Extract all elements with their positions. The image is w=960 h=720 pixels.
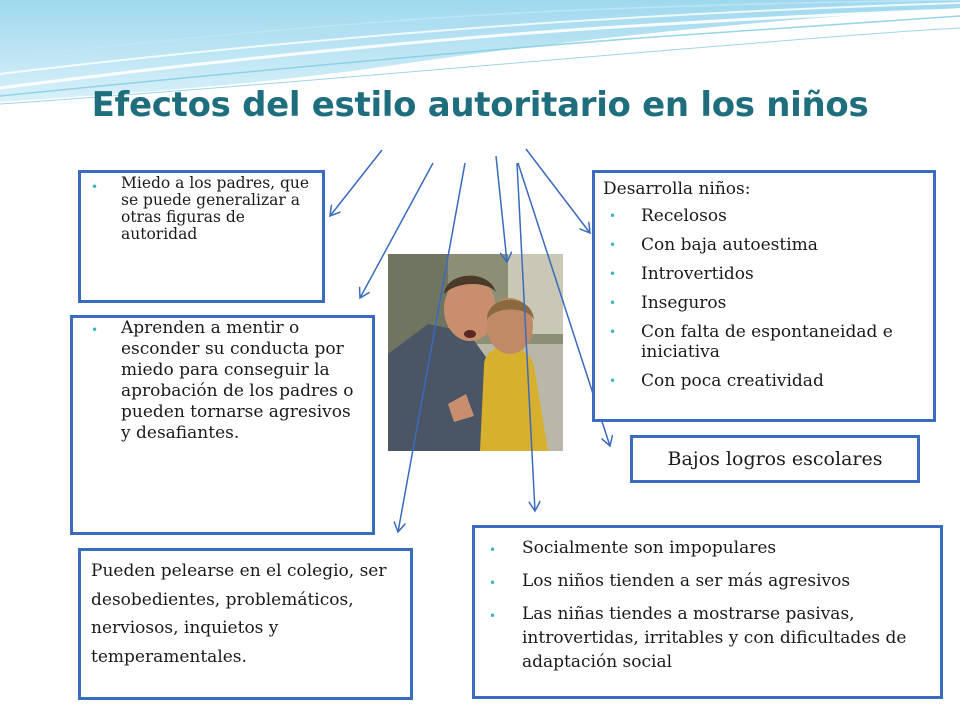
child-traits-box — [592, 170, 936, 422]
fear-item: • Miedo a los padres, que se puede generalizar a otras figuras de autoridad — [81, 173, 322, 243]
arrow-to-social-box — [517, 163, 535, 511]
low-achievement-box — [630, 435, 920, 483]
lying-list — [73, 318, 372, 444]
list-item: • Inseguros — [603, 293, 925, 317]
lying-box — [70, 315, 375, 535]
fear-of-parents-box — [78, 170, 325, 303]
social-effects-box — [472, 525, 943, 699]
arrow-to-lie-box — [360, 163, 433, 298]
list-item: • Las niñas tiendes a mostrarse pasivas, introvertidas, irritables y con dificultades de adaptación social — [485, 602, 930, 674]
list-item: • Los niños tienden a ser más agresivos — [485, 569, 930, 593]
arrow-to-fear-box — [330, 150, 382, 216]
school-behavior-box — [78, 548, 413, 700]
fear-list — [81, 173, 322, 243]
arrow-to-kids-box — [526, 149, 590, 233]
social-effects-list — [485, 536, 930, 674]
child-traits-heading: Desarrolla niños: — [603, 179, 751, 199]
lying-item: • Aprenden a mentir o esconder su conducta por miedo para conseguir la aprobación de los padres o pueden tornarse agresivos y desafiantes. — [73, 318, 372, 444]
child-traits-list — [603, 206, 925, 395]
list-item: • Recelosos — [603, 206, 925, 230]
page-title: Efectos del estilo autoritario en los niños — [91, 85, 869, 125]
list-item: • Con baja autoestima — [603, 235, 925, 259]
school-behavior-text: Pueden pelearse en el colegio, ser desobedientes, problemáticos, nerviosos, inquietos y temperamentales. — [91, 561, 387, 667]
list-item: • Socialmente son impopulares — [485, 536, 930, 560]
list-item: • Introvertidos — [603, 264, 925, 288]
list-item: • Con falta de espontaneidad e iniciativa — [603, 322, 925, 366]
arrow-to-fight-box — [398, 163, 465, 532]
list-item: • Con poca creatividad — [603, 371, 925, 395]
arrow-to-photo — [496, 156, 507, 262]
low-achievement-text: Bajos logros escolares — [667, 448, 883, 470]
